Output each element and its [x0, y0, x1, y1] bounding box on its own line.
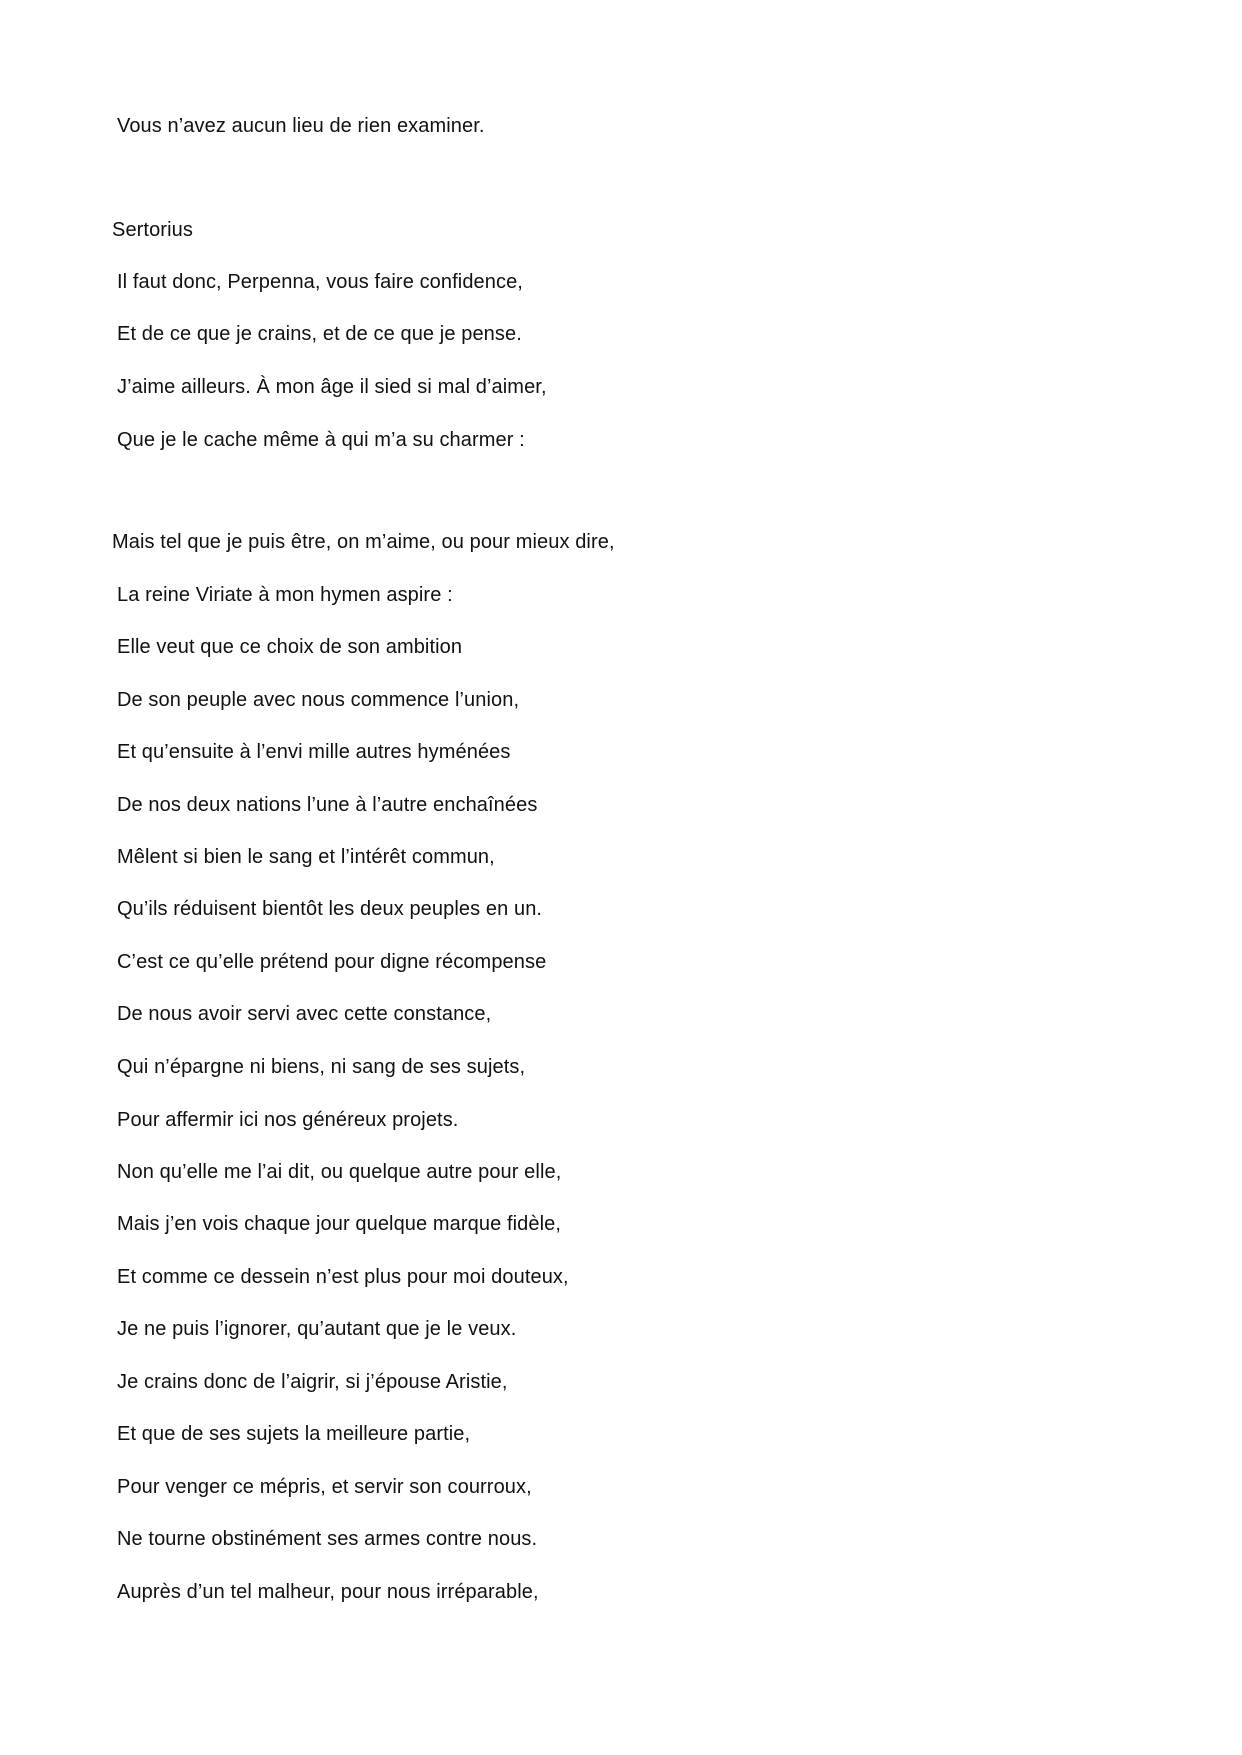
verse-line: Et de ce que je crains, et de ce que je pense.	[117, 323, 522, 345]
verse-line: Qui n’épargne ni biens, ni sang de ses sujets,	[117, 1056, 526, 1078]
verse-line: Que je le cache même à qui m’a su charmer :	[117, 429, 525, 451]
intro-line: Vous n’avez aucun lieu de rien examiner.	[117, 115, 485, 137]
verse-line: La reine Viriate à mon hymen aspire :	[117, 584, 453, 606]
verse-line: Mais tel que je puis être, on m’aime, ou pour mieux dire,	[112, 531, 615, 553]
verse-line: Je crains donc de l’aigrir, si j’épouse Aristie,	[117, 1371, 508, 1393]
verse-line: De nos deux nations l’une à l’autre enchaînées	[117, 794, 538, 816]
verse-line: Mêlent si bien le sang et l’intérêt commun,	[117, 846, 495, 868]
verse-line: Et comme ce dessein n’est plus pour moi douteux,	[117, 1266, 569, 1288]
verse-line: Qu’ils réduisent bientôt les deux peuples en un.	[117, 898, 543, 920]
verse-line: Et qu’ensuite à l’envi mille autres hyménées	[117, 741, 511, 763]
verse-line: C’est ce qu’elle prétend pour digne récompense	[117, 951, 547, 973]
verse-line: Pour venger ce mépris, et servir son courroux,	[117, 1476, 532, 1498]
verse-line: Pour affermir ici nos généreux projets.	[117, 1109, 459, 1131]
verse-line: Auprès d’un tel malheur, pour nous irréparable,	[117, 1581, 539, 1603]
verse-line: De son peuple avec nous commence l’union,	[117, 689, 520, 711]
verse-line: J’aime ailleurs. À mon âge il sied si mal d’aimer,	[117, 376, 547, 398]
verse-line: Mais j’en vois chaque jour quelque marque fidèle,	[117, 1213, 562, 1235]
verse-line: Il faut donc, Perpenna, vous faire confidence,	[117, 271, 523, 293]
speaker-name: Sertorius	[112, 219, 193, 241]
verse-line: De nous avoir servi avec cette constance,	[117, 1003, 492, 1025]
verse-line: Non qu’elle me l’ai dit, ou quelque autre pour elle,	[117, 1161, 562, 1183]
verse-line: Elle veut que ce choix de son ambition	[117, 636, 463, 658]
verse-line: Ne tourne obstinément ses armes contre nous.	[117, 1528, 538, 1550]
verse-line: Je ne puis l’ignorer, qu’autant que je le veux.	[117, 1318, 517, 1340]
verse-line: Et que de ses sujets la meilleure partie,	[117, 1423, 471, 1445]
